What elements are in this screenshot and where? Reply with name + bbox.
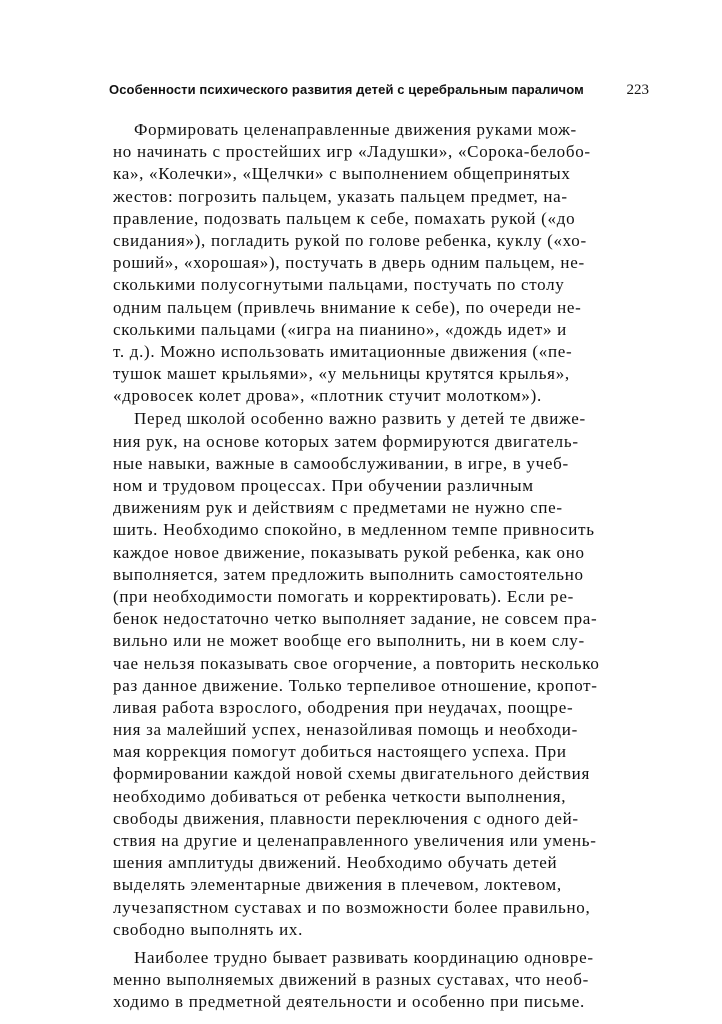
text-line: вильно или не может вообще его выполнить, ни в коем слу- bbox=[113, 631, 585, 651]
text-line: движениям рук и действиям с предметами не нужно спе- bbox=[113, 498, 563, 518]
text-line: жестов: погрозить пальцем, указать пальцем предмет, на- bbox=[113, 186, 568, 206]
text-line: бенок недостаточно четко выполняет задание, не совсем пра- bbox=[113, 609, 598, 629]
paragraph-2 bbox=[113, 408, 655, 941]
text-line: чае нельзя показывать свое огорчение, а повторить несколько bbox=[113, 653, 600, 673]
text-line: сколькими пальцами («игра на пианино», «дождь идет» и bbox=[113, 319, 567, 339]
text-line: ка», «Колечки», «Щелчки» с выполнением общепринятых bbox=[113, 164, 571, 184]
text-line: свидания»), погладить рукой по голове ребенка, куклу («хо- bbox=[113, 230, 587, 250]
text-line: ном и трудовом процессах. При обучении различным bbox=[113, 476, 534, 495]
text-line: каждое новое движение, показывать рукой ребенка, как оно bbox=[113, 542, 585, 562]
text-line: шить. Необходимо спокойно, в медленном темпе привносить bbox=[113, 520, 595, 540]
text-line: Перед школой особенно важно развить у детей те движе- bbox=[134, 409, 586, 429]
text-line: роший», «хорошая»), постучать в дверь одним пальцем, не- bbox=[113, 253, 585, 273]
paragraph-3 bbox=[113, 947, 655, 1014]
text-line: (при необходимости помогать и корректировать). Если ре- bbox=[113, 586, 574, 606]
paragraph-1 bbox=[113, 119, 655, 407]
text-line: правление, подозвать пальцем к себе, помахать рукой («до bbox=[113, 208, 576, 228]
text-line: свободы движения, плавности переключения с одного дей- bbox=[113, 808, 579, 828]
text-line: ствия на другие и целенаправленного увеличения или умень- bbox=[113, 831, 597, 850]
text-line: тушок машет крыльями», «у мельницы крутятся крылья», bbox=[113, 364, 570, 384]
text-line: но начинать с простейших игр «Ладушки», «Сорока-белобо- bbox=[113, 142, 591, 162]
body-text bbox=[113, 119, 655, 1014]
text-line: Наиболее трудно бывает развивать координацию одновре- bbox=[134, 947, 594, 967]
text-line: свободно выполнять их. bbox=[113, 919, 304, 939]
text-line: т. д.). Можно использовать имитационные движения («пе- bbox=[113, 341, 573, 361]
text-line: ные навыки, важные в самообслуживании, в игре, в учеб- bbox=[113, 453, 569, 473]
text-line: ния за малейший успех, неназойливая помощь и необходи- bbox=[113, 720, 578, 740]
text-line: сколькими полусогнутыми пальцами, постучать по столу bbox=[113, 275, 565, 295]
text-line: ливая работа взрослого, ободрения при неудачах, поощре- bbox=[113, 697, 574, 717]
text-line: необходимо добиваться от ребенка четкости выполнения, bbox=[113, 786, 567, 806]
text-line: ходимо в предметной деятельности и особенно при письме. bbox=[113, 992, 585, 1012]
text-line: мая коррекция помогут добиться настоящего успеха. При bbox=[113, 742, 567, 762]
text-line: «дровосек колет дрова», «плотник стучит молотком»). bbox=[113, 386, 542, 406]
text-line: выполняется, затем предложить выполнить самостоятельно bbox=[113, 564, 584, 584]
text-line: формировании каждой новой схемы двигательного действия bbox=[113, 764, 590, 784]
running-head bbox=[109, 80, 649, 102]
running-title: Особенности психического развития детей с церебральным параличом bbox=[109, 82, 584, 97]
text-line: одним пальцем (привлечь внимание к себе), по очереди не- bbox=[113, 297, 582, 317]
text-line: выделять элементарные движения в плечевом, локтевом, bbox=[113, 875, 562, 895]
page-number: 223 bbox=[626, 82, 649, 98]
text-line: раз данное движение. Только терпеливое отношение, кропот- bbox=[113, 675, 598, 695]
text-line: лучезапястном суставах и по возможности более правильно, bbox=[113, 897, 591, 917]
text-line: шения амплитуды движений. Необходимо обучать детей bbox=[113, 853, 558, 873]
text-line: менно выполняемых движений в разных суставах, что необ- bbox=[113, 970, 589, 990]
text-line: ния рук, на основе которых затем формируются двигатель- bbox=[113, 431, 579, 451]
text-line: Формировать целенаправленные движения руками мож- bbox=[134, 120, 577, 139]
